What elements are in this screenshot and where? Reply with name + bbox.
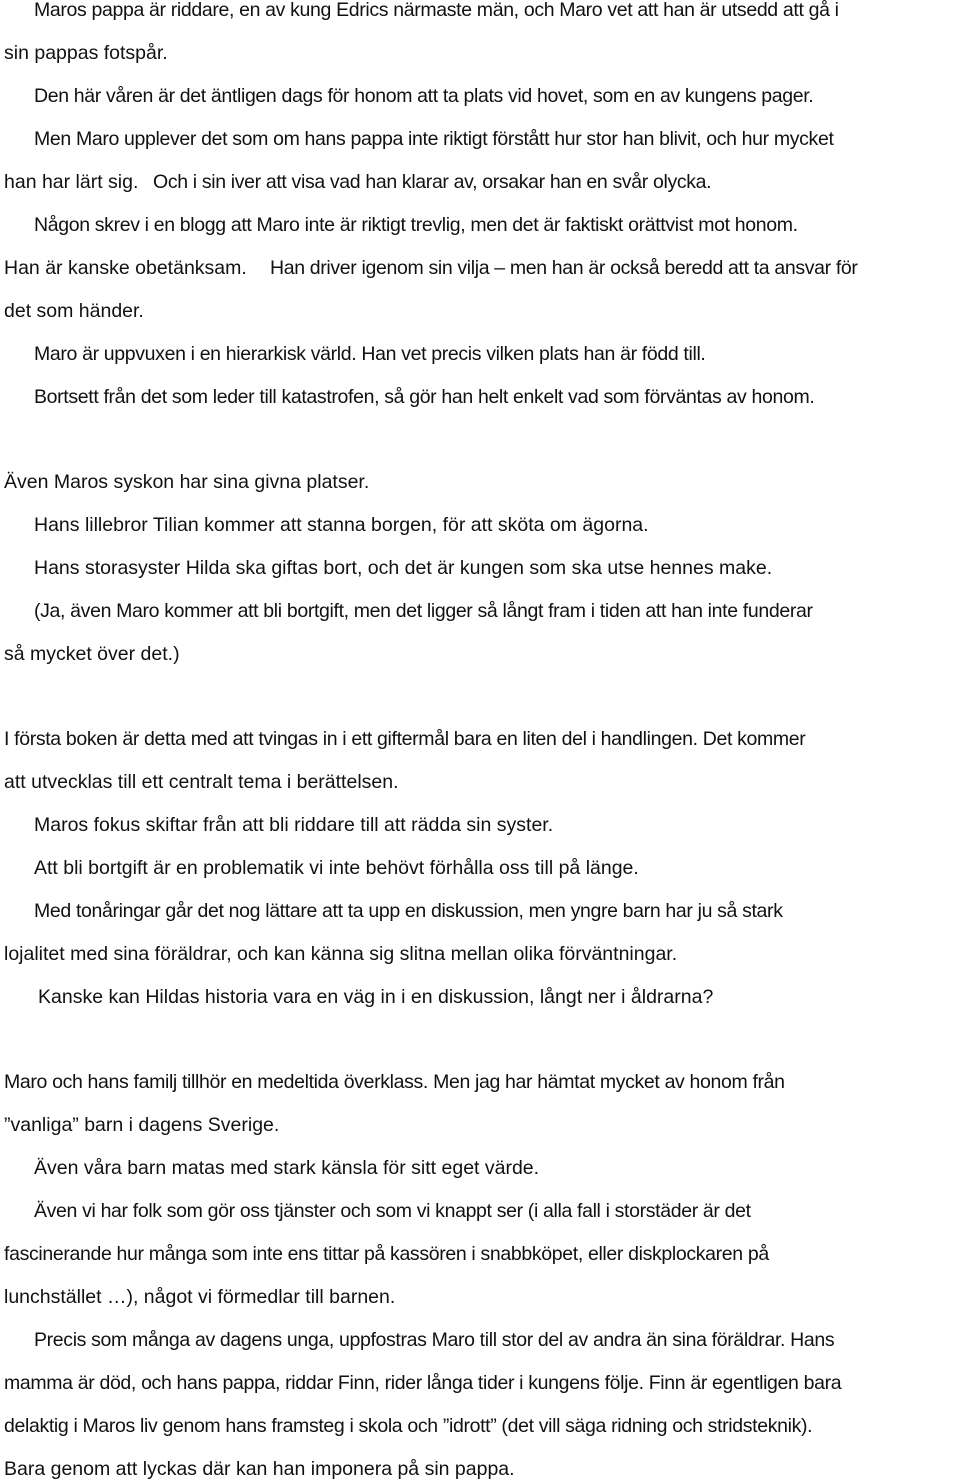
- text-line: Bortsett från det som leder till katastrofen, så gör han helt enkelt vad som förväntas av honom.: [34, 386, 815, 408]
- text-line: Maros pappa är riddare, en av kung Edrics närmaste män, och Maro vet att han är utsedd att gå i: [34, 0, 839, 21]
- text-line: så mycket över det.): [4, 643, 180, 665]
- text-line: Han är kanske obetänksam.: [4, 257, 247, 279]
- text-line: delaktig i Maros liv genom hans framsteg i skola och ”idrott” (det vill säga ridning och stridsteknik).: [4, 1415, 813, 1437]
- text-line: Maro och hans familj tillhör en medeltida överklass. Men jag har hämtat mycket av honom från: [4, 1071, 785, 1093]
- text-line: Med tonåringar går det nog lättare att ta upp en diskussion, men yngre barn har ju så stark: [34, 900, 783, 922]
- text-line: Hans storasyster Hilda ska giftas bort, och det är kungen som ska utse hennes make.: [34, 557, 773, 579]
- text-line: Den här våren är det äntligen dags för honom att ta plats vid hovet, som en av kungens pager.: [34, 85, 814, 107]
- text-line: Bara genom att lyckas där kan han imponera på sin pappa.: [4, 1458, 515, 1480]
- text-line: Maros fokus skiftar från att bli riddare till att rädda sin syster.: [34, 814, 554, 836]
- text-line: Hans lillebror Tilian kommer att stanna borgen, för att sköta om ägorna.: [34, 514, 649, 536]
- text-line: Och i sin iver att visa vad han klarar av, orsakar han en svår olycka.: [153, 171, 712, 193]
- text-line: han har lärt sig.: [4, 171, 139, 193]
- text-line: det som händer.: [4, 300, 144, 322]
- text-line: lojalitet med sina föräldrar, och kan känna sig slitna mellan olika förväntningar.: [4, 943, 678, 965]
- text-line: Kanske kan Hildas historia vara en väg in i en diskussion, långt ner i åldrarna?: [38, 986, 714, 1008]
- text-line: Någon skrev i en blogg att Maro inte är riktigt trevlig, men det är faktiskt orättvist mot honom.: [34, 214, 798, 236]
- text-line: Maro är uppvuxen i en hierarkisk värld. Han vet precis vilken plats han är född till.: [34, 343, 706, 365]
- text-line: Han driver igenom sin vilja – men han är också beredd att ta ansvar för: [270, 257, 858, 279]
- text-line: ”vanliga” barn i dagens Sverige.: [4, 1114, 280, 1136]
- text-line: sin pappas fotspår.: [4, 42, 168, 64]
- text-line: Även våra barn matas med stark känsla för sitt eget värde.: [34, 1157, 540, 1179]
- text-line: (Ja, även Maro kommer att bli bortgift, men det ligger så långt fram i tiden att han inte funderar: [34, 600, 813, 622]
- text-line: Även Maros syskon har sina givna platser.: [4, 471, 370, 493]
- text-line: Att bli bortgift är en problematik vi inte behövt förhålla oss till på länge.: [34, 857, 639, 879]
- text-line: Även vi har folk som gör oss tjänster och som vi knappt ser (i alla fall i storstäder är det: [34, 1200, 751, 1222]
- text-line: lunchstället …), något vi förmedlar till barnen.: [4, 1286, 396, 1308]
- text-line: I första boken är detta med att tvingas in i ett giftermål bara en liten del i handlingen. Det kommer: [4, 728, 806, 750]
- text-line: fascinerande hur många som inte ens tittar på kassören i snabbköpet, eller diskplockaren på: [4, 1243, 769, 1265]
- text-line: Precis som många av dagens unga, uppfostras Maro till stor del av andra än sina föräldrar. Hans: [34, 1329, 835, 1351]
- text-line: mamma är död, och hans pappa, riddar Finn, rider långa tider i kungens följe. Finn är egentligen bara: [4, 1372, 842, 1394]
- text-line: Men Maro upplever det som om hans pappa inte riktigt förstått hur stor han blivit, och hur mycket: [34, 128, 834, 150]
- text-line: att utvecklas till ett centralt tema i berättelsen.: [4, 771, 399, 793]
